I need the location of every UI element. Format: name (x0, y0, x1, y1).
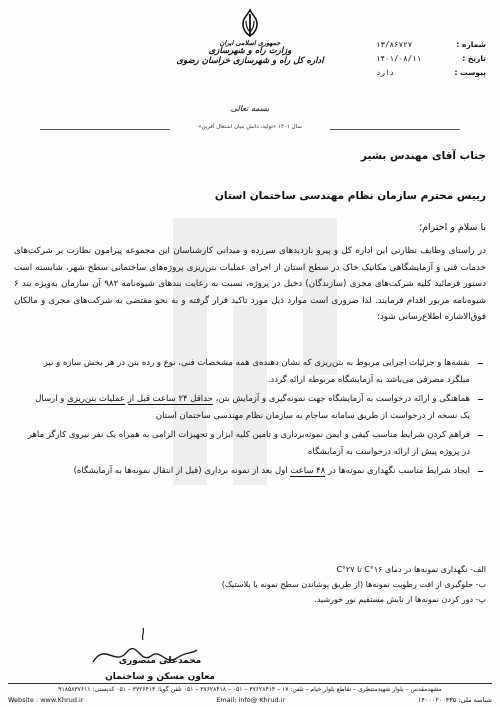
requirements-list (26, 355, 486, 483)
condition-a: الف- نگهداری نمونه‌ها در دمای ۱۶°C تا ۲۷°C (336, 565, 486, 574)
underlined-operation: عملیات بتن‌ریزی (67, 394, 125, 404)
item-text: و ارسال یک نسخه از درخواست از طریق سامانه ساجام به سازمان نظام مهندسی ساختمان استان (35, 394, 470, 421)
recipient-title: رییس محترم سازمان نظام مهندسی ساختمان استان (214, 190, 486, 202)
iran-emblem-icon (239, 8, 261, 38)
letter-body: در راستای وظایف نظارتی این اداره کل و پیرو بازدیدهای سرزده و میدانی کارشناسان این مجموعه پیرامون نظارت بر شرکت‌های خدمات فنی و آزمایشگاهی مکانیک خاک در سطح استان از اجرای عملیات بتن‌ریزی پروژه‌های ساختمانی سطح شهر، شایسته است دستور فرمائید کلیه شرکت‌های مجری (سازندگان) دخیل در پروژه، نسبت به رعایت بندهای شیوه‌نامه ۹۸۲ آن سازمان به‌ویژه بند ۶ شیوه‌نامه مزبور اقدام فرمایند. لذا ضروری است موارد ذیل مورد تاکید قرار گرفته و به نحو مقتضی به شرکت‌های مجری و مالکان فوق‌الاشاره اطلاع‌رسانی شود: (14, 246, 486, 322)
footer-national-id: شناسه ملی: ۱۴۰۰۰۲۰۰۴۳۵ (417, 696, 492, 704)
storage-conditions (46, 562, 486, 607)
letter-metadata (376, 38, 486, 80)
year-motto: سال ۱۴۰۱ «تولید، دانش بنیان اشتغال آفرین» (198, 124, 302, 130)
footer-address: مشهدمقدس – بلوار شهیدمنتظری – تقاطع بلوار خیام – تلفن: ۱۷ – ۳۷۶۲۸۴۱۴ – ۰۵۱ – ۳۷۶۲۸۴۱۸ – ۰۵۱ تلفن گویا: ۳۷۲۶۴۱۳ – ۰۵۱ کدپستی: ۹۱۸۵۸۳۷۶۱۱ (58, 686, 442, 693)
number-label: شماره : (456, 40, 486, 49)
org-country: جمهوری اسلامی ایران (219, 39, 281, 47)
item-text: نقشه‌ها و جزئیات اجرایی مربوط به بتن‌ریزی که نشان دهنده‌ی همه مشخصات فنی، نوع و رده بتن در هر بخش سازه و نیز میلگرد مصرفی می‌باشد به آزمایشگاه مربوطه ارائه گردد. (43, 358, 470, 385)
number-value: ۱۳/۸۶۷۲۷ (376, 40, 413, 49)
item-text: ایجاد شرایط مناسب نگهداری نمونه‌ها در (328, 466, 470, 476)
condition-c: پ- دور کردن نمونه‌ها از تابش مستقیم نور خورشید. (314, 595, 486, 604)
list-item (26, 355, 486, 388)
date-value: ۱۴۰۱/۰۸/۱۱ (376, 54, 422, 63)
item-text: فراهم کردن شرایط مناسب کیفی و ایمن نمونه‌برداری و تامین کلیه ابزار و تجهیزات الزامی به همراه یک نفر نیروی کارگر ماهر در پروژه پیش از ارائه درخواست به آزمایشگاه (27, 430, 470, 457)
attachment-value: دارد (376, 68, 395, 77)
footer-website: Website : www.Khrud.ir (8, 696, 84, 704)
year-motto-bar (40, 122, 460, 136)
signatory (95, 653, 225, 685)
attachment-label: پیوست : (454, 68, 486, 77)
list-item (26, 391, 486, 424)
footer-contacts (8, 696, 492, 704)
org-department: اداره کل راه و شهرسازی خراسان رضوی (176, 56, 324, 67)
organization-header (170, 40, 330, 67)
org-ministry: وزارت راه و شهرسازی (208, 46, 292, 57)
date-label: تاریخ : (462, 54, 486, 63)
basmala: بسمه تعالی (230, 104, 270, 113)
signatory-title: معاون مسکن و ساختمان (105, 672, 215, 682)
condition-b: ب- جلوگیری از افت رطوبت نمونه‌ها (از طریق پوشاندن سطح نمونه با پلاستیک) (221, 580, 486, 589)
item-text: اول بعد از نمونه برداری (قبل از انتقال نمونه‌ها به آزمایشگاه) (73, 466, 288, 476)
footer-email: Email: info@ Khrud.ir (216, 696, 286, 704)
underlined-duration: ۴۸ ساعت (290, 466, 326, 476)
recipient-name: جناب آقای مهندس بشیر (360, 150, 486, 162)
signatory-name: محمدعلی منصوری (118, 656, 202, 666)
item-text: هماهنگی و ارائه درخواست به آزمایشگاه جهت نمونه‌گیری و آزمایش بتن، (215, 394, 470, 404)
greeting: با سلام و احترام؛ (419, 222, 486, 233)
list-item (26, 463, 486, 480)
underlined-deadline: حداقل ۲۴ ساعت قبل از (127, 394, 213, 404)
list-item (26, 427, 486, 460)
footer-divider (8, 683, 492, 684)
